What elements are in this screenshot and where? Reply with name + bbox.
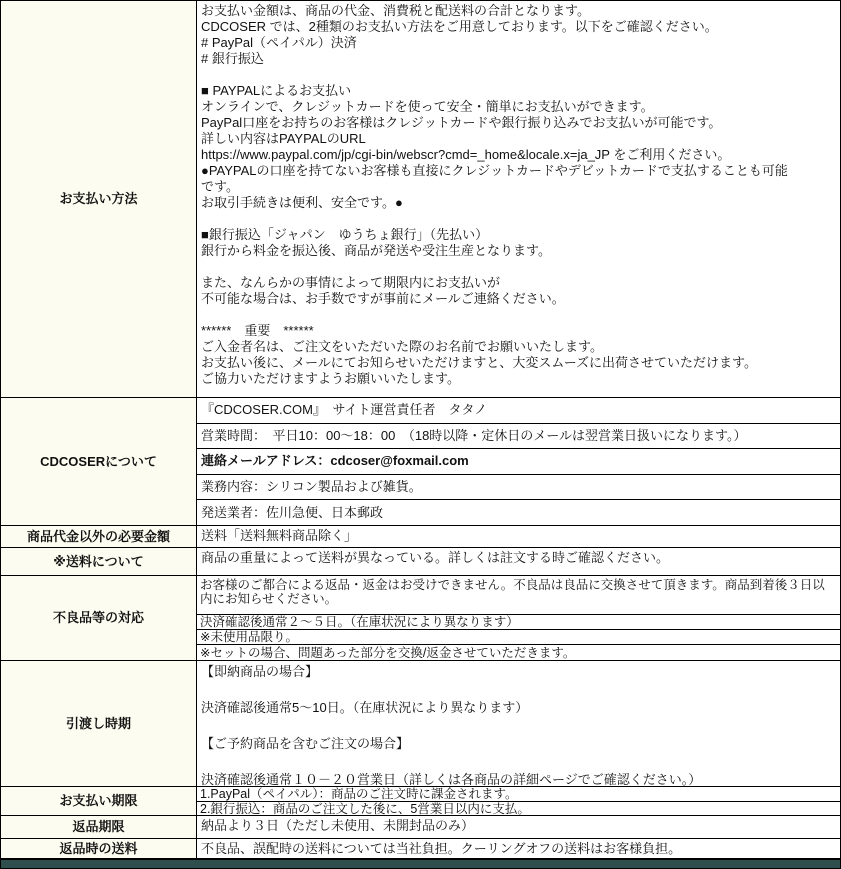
text-line [201, 307, 836, 323]
row-header-shipping-cost: ※送料について [1, 548, 197, 575]
text-line: 決済確認後通常１０－２０営業日（詳しくは各商品の詳細ページでご確認ください。） [201, 772, 702, 787]
return-shipping-fee-line: 不良品、誤配時の送料については当社負担。クーリングオフの送料はお客様負担。 [201, 841, 682, 856]
business-hours-line: 営業時間： 平日10：00～18：00 （18時以降・定休日のメールは翌営業日扱いになります。） [197, 424, 840, 450]
row-extra-fees [1, 526, 840, 548]
text-line: オンラインで、クレジットカードを使って安全・簡単にお支払いができます。 [201, 99, 654, 114]
site-owner-line: 『CDCOSER.COM』 サイト運営責任者 タタノ [197, 398, 840, 424]
row-header-extra-fees: 商品代金以外の必要金額 [1, 526, 197, 547]
text-line: PayPal口座をお持ちのお客様はクレジットカードや銀行振り込みでお支払いが可能です。 [201, 115, 722, 130]
text-line: ****** 重要 ****** [201, 323, 314, 338]
return-deadline-line: 納品より３日（ただし未使用、未開封品のみ） [201, 818, 475, 833]
text-line: 不可能な場合は、お手数ですが事前にメールご連絡ください。 [201, 291, 565, 306]
row-header-payment-deadline: お支払い期限 [1, 787, 197, 815]
text-line: https://www.paypal.com/jp/cgi-bin/webscr?cmd=_home&locale.x=ja_JP をご利用ください。 [201, 147, 731, 162]
text-line: お取引手続きは便利、安全です。● [201, 195, 403, 210]
unused-only-line: ※未使用品限り。 [197, 630, 840, 645]
payment-method-content [197, 1, 840, 397]
defective-policy-line: お客様のご都合による返品・返金はお受けできません。不良品は良品に交換させて頂きます。商品到着後３日以内にお知らせください。 [197, 576, 840, 615]
shipping-carrier-line: 発送業者：佐川急便、日本郵政 [201, 504, 384, 520]
row-return-shipping-fee [1, 839, 840, 859]
text-line: お支払い金額は、商品の代金、消費税と配送料の合計となります。 [201, 3, 590, 18]
text-line: 決済確認後通常5～10日。（在庫状況により異なります） [201, 700, 529, 715]
payment-deadline-content [197, 787, 840, 815]
business-description-line: 業務内容：シリコン製品および雑貨。 [197, 475, 840, 501]
bank-transfer-deadline-line: 2.銀行振込：商品のご注文した後に、5営業日以内に支払。 [200, 802, 530, 816]
row-payment-method [1, 1, 840, 398]
text-line: お支払い後に、メールにてお知らせいただけますと、大変スムーズに出荷させていただけます。 [201, 355, 758, 370]
row-header-return-shipping-fee: 返品時の送料 [1, 839, 197, 858]
row-about-cdcoser [1, 398, 840, 526]
text-line [201, 211, 836, 227]
text-line: また、なんらかの事情によって期限内にお支払いが [201, 275, 501, 290]
text-line: ●PAYPALの口座を持てないお客様も直接にクレジットカードやデビットカードで支払することも可能 [201, 163, 788, 178]
text-line: です。 [201, 179, 239, 194]
delivery-time-content [197, 661, 840, 786]
set-exchange-line: ※セットの場合、問題あった部分を交換/返金させていただきます。 [200, 645, 576, 660]
paypal-deadline-line: 1.PayPal（ペイパル）：商品のご注文時に課金されます。 [197, 787, 840, 802]
row-defective-items [1, 576, 840, 661]
defective-exchange-days-line: 決済確認後通常２～５日。（在庫状況により異なります） [197, 615, 840, 630]
return-deadline-content [197, 816, 840, 838]
text-line: # 銀行振込 [201, 51, 264, 66]
row-header-delivery-time: 引渡し時期 [1, 661, 197, 786]
text-line [201, 717, 836, 735]
contact-email-line: 連絡メールアドレス：cdcoser@foxmail.com [197, 449, 840, 475]
text-line: ご入金者名は、ご注文をいただいた際のお名前でお願いいたします。 [201, 339, 603, 354]
text-line [201, 67, 836, 83]
about-cdcoser-content [197, 398, 840, 525]
text-line: # PayPal（ペイパル）決済 [201, 35, 357, 50]
row-header-about-cdcoser: CDCOSERについて [1, 398, 197, 525]
text-line [201, 753, 836, 771]
text-line: 【ご予約商品を含むご注文の場合】 [201, 736, 410, 751]
text-line: 銀行から料金を振込後、商品が発送や受注生産となります。 [201, 243, 551, 258]
text-line: ご協力いただけますようお願いいたします。 [201, 371, 460, 386]
extra-fees-content [197, 526, 840, 547]
text-line [201, 259, 836, 275]
text-line: CDCOSER では、2種類のお支払い方法をご用意しております。以下をご確認ください。 [201, 19, 718, 34]
text-line: ■ PAYPALによるお支払い [201, 83, 352, 98]
row-header-return-deadline: 返品期限 [1, 816, 197, 838]
row-header-payment-method: お支払い方法 [1, 1, 197, 397]
text-line [201, 681, 836, 699]
text-line: 詳しい内容はPAYPALのURL [201, 131, 366, 146]
shipping-cost-line: 商品の重量によって送料が異なっている。詳しくは註文する時ご確認ください。 [201, 550, 670, 565]
row-shipping-cost [1, 548, 840, 576]
return-shipping-fee-content [197, 839, 840, 858]
shipping-cost-content [197, 548, 840, 575]
text-line: 【即納商品の場合】 [201, 664, 319, 679]
row-delivery-time [1, 661, 840, 787]
extra-fees-line: 送料「送料無料商品除く」 [201, 528, 358, 543]
row-return-deadline [1, 816, 840, 839]
row-payment-deadline [1, 787, 840, 816]
row-header-defective-items: 不良品等の対応 [1, 576, 197, 660]
defective-items-content [197, 576, 840, 660]
text-line: ■銀行振込「ジャパン ゆうちょ銀行」（先払い） [201, 227, 489, 242]
